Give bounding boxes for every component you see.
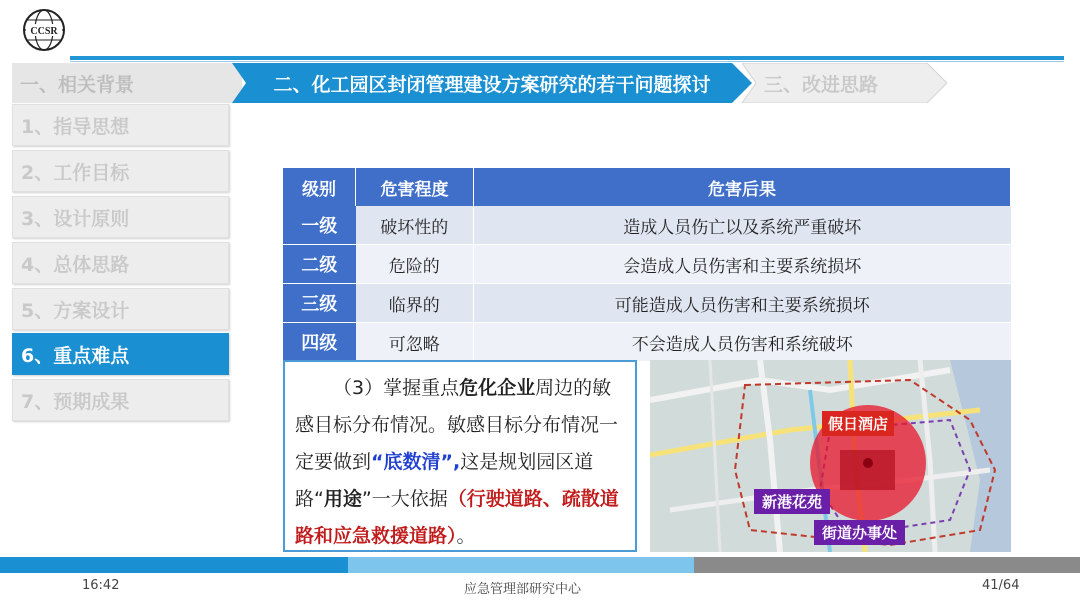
ccsr-logo	[22, 8, 66, 52]
tab-current-section[interactable]: 二、化工园区封闭管理建设方案研究的若干问题探讨	[232, 63, 752, 103]
sidebar-item-key-difficulties[interactable]: 6、重点难点	[12, 333, 229, 375]
table-cell-severity: 危险的	[356, 245, 474, 284]
table-cell-severity: 破坏性的	[356, 206, 474, 245]
sidebar-item-overall-approach[interactable]: 4、总体思路	[12, 242, 229, 284]
table-cell-level: 三级	[283, 284, 356, 323]
map-label-office: 街道办事处	[814, 520, 905, 545]
footer-bar-segment	[694, 557, 1080, 573]
table-cell-consequence: 可能造成人员伤害和主要系统损坏	[474, 284, 1011, 323]
svg-text:CCSR: CCSR	[30, 26, 58, 37]
table-row	[283, 323, 1011, 362]
sidebar-item-work-goals[interactable]: 2、工作目标	[12, 150, 229, 192]
footer-time: 16:42	[82, 578, 120, 593]
sidebar-item-scheme-design[interactable]: 5、方案设计	[12, 288, 229, 330]
table-cell-consequence: 造成人员伤亡以及系统严重破坏	[474, 206, 1011, 245]
map-label-garden: 新港花苑	[754, 489, 830, 514]
table-cell-level: 四级	[283, 323, 356, 362]
sidebar-item-expected-results[interactable]: 7、预期成果	[12, 379, 229, 421]
table-row	[283, 245, 1011, 284]
table-header-consequence: 危害后果	[474, 168, 1011, 206]
footer-bar-segment	[348, 557, 694, 573]
table-header-level: 级别	[283, 168, 356, 206]
header-rule	[70, 56, 1064, 60]
table-cell-consequence: 不会造成人员伤害和系统破坏	[474, 323, 1011, 362]
sensitive-target-text: （3）掌握重点危化企业周边的敏感目标分布情况。敏感目标分布情况一定要做到“底数清”,这是规划园区道路“用途”一大依据（行驶道路、疏散道路和应急救援道路）。	[283, 360, 637, 552]
table-row	[283, 206, 1011, 245]
table-cell-severity: 可忽略	[356, 323, 474, 362]
sidebar-item-design-principles[interactable]: 3、设计原则	[12, 196, 229, 238]
tab-improvement[interactable]: 三、改进思路	[742, 63, 947, 103]
footer-org: 应急管理部研究中心	[464, 582, 582, 597]
footer-page-number: 41/64	[982, 578, 1020, 593]
header-rule-thin	[70, 61, 1064, 62]
table-cell-level: 二级	[283, 245, 356, 284]
tab-background[interactable]: 一、相关背景	[12, 63, 242, 103]
footer-bar-segment	[0, 557, 348, 573]
table-cell-consequence: 会造成人员伤害和主要系统损坏	[474, 245, 1011, 284]
table-cell-severity: 临界的	[356, 284, 474, 323]
table-row	[283, 284, 1011, 323]
park-map	[650, 360, 1011, 552]
table-cell-level: 一级	[283, 206, 356, 245]
map-label-hotel: 假日酒店	[822, 411, 894, 436]
sidebar-item-guiding-thought[interactable]: 1、指导思想	[12, 104, 229, 146]
table-header-severity: 危害程度	[356, 168, 474, 206]
hazard-level-table	[283, 168, 1011, 362]
